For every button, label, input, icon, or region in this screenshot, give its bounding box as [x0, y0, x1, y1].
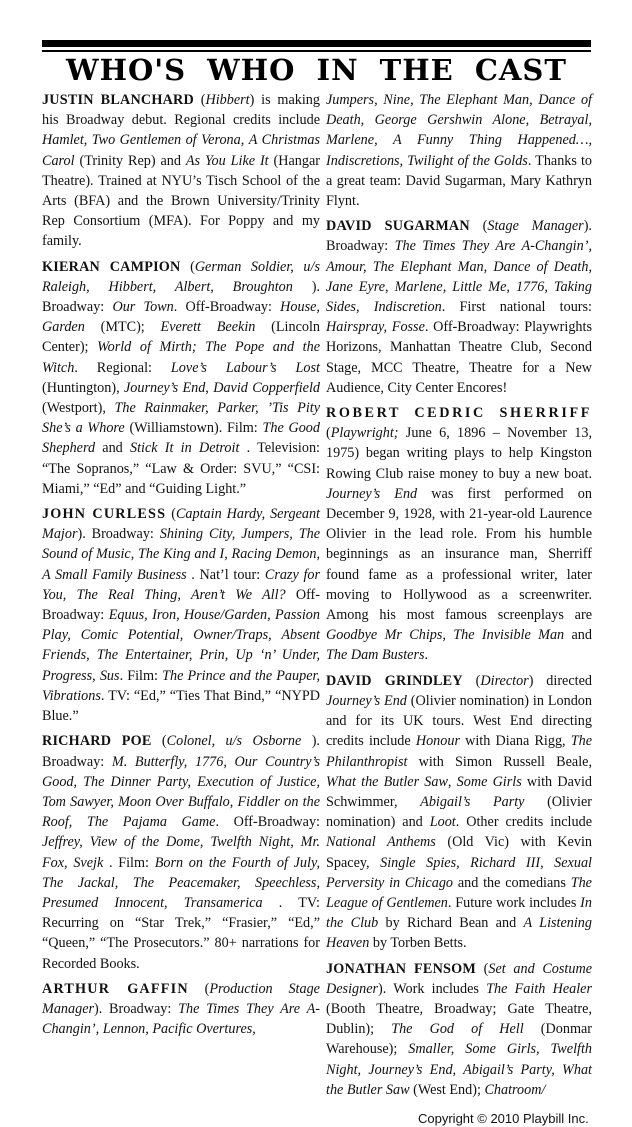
bio-italic-text: What the Butler Saw	[326, 773, 448, 790]
bio-text: ). Work includes	[378, 980, 487, 997]
bio-name: KIERAN CAMPION	[42, 258, 181, 275]
bio-text: ,	[240, 132, 249, 149]
bio-italic-text: Jumpers, Nine, The Elephant Man, Dance of Death, George Gershwin Alone, Betrayal, Marlene, A Funny Thing Happened…, Indiscretions, Twilight of the Golds	[326, 92, 592, 169]
bio-text: (MTC);	[84, 319, 161, 336]
bio-italic-text: Shining City, Jumpers, The Sound of Music, The King and I, Racing Demon, A Small Family Business	[42, 526, 320, 583]
bio-text: (	[188, 980, 210, 997]
bio-name: JONATHAN FENSOM	[326, 960, 476, 977]
bio-text: was first performed on December 9, 1928, with 21-year-old Laurence Olivier in the lead role. From his humble beginnings as an insurance man, Sherriff found fame as a professional writer, later moving to Hollywood as a screenwriter. Among his most famous screenplays are	[326, 485, 592, 624]
bio-name: DAVID SUGARMAN	[326, 218, 470, 235]
bio-italic-text: Journey’s End	[326, 692, 407, 709]
bio-text: June 6, 1896 – November 13, 1975) began writing plays to help Kingston Rowing Club raise money to buy a new boat.	[326, 425, 592, 482]
bio-italic-text: The Prince and the Pauper, Vibrations	[42, 667, 321, 704]
bio-text: by Torben Betts.	[369, 935, 467, 952]
bio-name: ARTHUR GAFFIN	[42, 980, 189, 997]
bio-text: (West End);	[409, 1081, 485, 1098]
bio-italic-text: Jeffrey, View of the Dome, Twelfth Night, Mr. Fox, Svejk	[42, 834, 320, 871]
bio-italic-text: National Anthems	[326, 834, 436, 851]
bio-text: . Film:	[103, 854, 155, 871]
bio-text: (	[180, 258, 195, 275]
bio-italic-text: Smaller, Some Girls, Twelfth Night, Journey’s End, Abigail’s Party, What the Butler Saw	[326, 1041, 592, 1098]
bio-text: . Television: “The Sopranos,” “Law & Order: SVU,” “CSI: Miami,” “Ed” and “Guiding Light.”	[42, 440, 320, 497]
bio-italic-text: German Soldier, u/s Raleigh, Hibbert, Albert, Broughton	[42, 258, 320, 295]
bio-text: and the comedians	[453, 874, 571, 891]
bio-entry	[326, 671, 592, 954]
bio-italic-text: Two Gentlemen of Verona	[91, 132, 241, 149]
bio-text: ,	[83, 132, 92, 149]
bio-text: . Off-Broadway: Playwrights Horizons, Manhattan Theatre Club, Second Stage, MCC Theatre, Theatre for a New Audience, City Center Encores!	[326, 319, 592, 396]
bio-italic-text: Hamlet	[42, 132, 84, 149]
right-column	[326, 90, 592, 1105]
bio-italic-text: Stage Manager	[487, 218, 584, 235]
bio-text: ). Broadway:	[326, 218, 592, 255]
bio-italic-text: Abigail’s Party	[420, 793, 525, 810]
bio-text: (Olivier nomination) and	[326, 793, 592, 831]
bio-text: with David Schwimmer,	[326, 773, 592, 810]
bio-italic-text: Single Spies, Richard III, Sexual Perversity in Chicago	[326, 854, 592, 891]
bio-text: ). Broadway:	[94, 1000, 179, 1017]
bio-italic-text: Honour	[415, 733, 460, 750]
bio-text: . Future work includes	[447, 894, 581, 911]
bio-text: .	[424, 647, 429, 664]
bio-italic-text: Love’s Labour’s Lost	[170, 359, 320, 376]
bio-italic-text: M. Butterfly, 1776, Our Country’s Good, The Dinner Party, Execution of Justice, Tom Sawyer, Moon Over Buffalo, Fiddler on the Roof, The Pajama Game	[42, 753, 320, 831]
bio-text: (	[326, 425, 331, 442]
bio-italic-text: The Philanthropist	[326, 733, 592, 770]
bio-italic-text: The Faith Healer	[486, 980, 592, 997]
bio-entry	[42, 504, 320, 726]
bio-text: ). Broadway:	[77, 526, 160, 543]
bio-name: JOHN CURLESS	[42, 506, 167, 523]
bio-text: ,	[205, 379, 214, 396]
bio-text: (Old Vic) with Kevin Spacey,	[326, 834, 592, 871]
bio-italic-text: Born on the Fourth of July, The Jackal, The Peacemaker, Speechless, Presumed Innocent, Transamerica	[42, 854, 321, 911]
bio-italic-text: House, Garden	[42, 299, 320, 336]
bio-entry	[42, 90, 320, 252]
bio-italic-text: Playwright;	[330, 425, 399, 442]
bio-italic-text: Production Stage Manager	[42, 980, 320, 1017]
bio-italic-text: Colonel, u/s Osborne	[166, 733, 302, 750]
bio-italic-text: A Christmas Carol	[42, 132, 320, 169]
bio-italic-text: In the Club	[326, 894, 592, 932]
bio-italic-text: Goodbye Mr Chips, The Invisible Man	[326, 627, 565, 644]
bio-text: (Booth Theatre, Broadway; Gate Theatre, Dublin);	[326, 1000, 592, 1038]
bio-text: (	[193, 92, 206, 108]
bio-text: ). Broadway:	[42, 733, 320, 770]
bio-italic-text: Set and Costume Designer	[326, 960, 592, 997]
bio-text: and	[564, 627, 592, 644]
bio-text: (Westport),	[42, 400, 115, 417]
bio-entry	[42, 731, 320, 973]
bio-text: by Richard Bean and	[378, 915, 524, 932]
bio-italic-text: Journey’s End	[326, 485, 418, 502]
bio-italic-text: Captain Hardy, Sergeant Major	[42, 506, 320, 543]
bio-text: (	[151, 733, 167, 750]
bio-italic-text: Our Town	[112, 299, 174, 316]
bio-name: ROBERT CEDRIC SHERRIFF	[326, 405, 592, 422]
bio-italic-text: Equus, Iron, House/Garden, Passion Play, Comic Potential, Owner/Traps, Absent Friends, The Entertainer, Prin, Up ‘n’ Under, Progress, Sus	[42, 607, 320, 684]
bio-text: . TV: Recurring on “Star Trek,” “Frasier,” “Ed,” “Queen,” “The Prosecutors.” 80+ narrations for Recorded Books.	[42, 894, 320, 972]
bio-entry	[326, 216, 592, 398]
bio-italic-text: Loot	[429, 814, 456, 831]
bio-text: (	[166, 506, 176, 523]
bio-text: (Trinity Rep) and	[74, 152, 186, 169]
bio-text: (Hangar Theatre). Trained at NYU’s Tisch School of the Arts (BFA) and the Brown University/Trinity Rep Consortium (MFA). For Poppy and my family.	[42, 152, 320, 250]
bio-entry	[42, 979, 320, 1040]
bio-text: . Off-Broadway:	[215, 814, 320, 831]
bio-italic-text: David Copperfield	[213, 379, 321, 396]
bio-text: (Olivier nomination) in London and for its UK tours. West End directing credits include	[326, 692, 592, 750]
bio-text: . Thanks to a great team: David Sugarman, Mary Kathryn Flynt.	[326, 152, 592, 210]
bio-italic-text: A Listening Heaven	[326, 915, 592, 952]
bio-entry	[326, 403, 592, 666]
bio-entry	[326, 90, 592, 211]
left-column	[42, 90, 320, 1044]
bio-italic-text: The Rainmaker, Parker, ’Tis Pity She’s a Whore	[42, 400, 321, 437]
bio-text: . Off-Broadway:	[173, 299, 281, 316]
bio-text: (	[475, 960, 489, 977]
bio-text: with Diana Rigg,	[459, 733, 571, 750]
bio-text: (Donmar Warehouse);	[326, 1021, 593, 1058]
bio-text: . Film:	[119, 667, 163, 684]
bio-text: and	[95, 440, 130, 457]
bio-text: ) is making his Broadway debut. Regional credits include	[42, 92, 320, 129]
bio-entry	[326, 959, 592, 1100]
bio-italic-text: The Dam Busters	[326, 647, 425, 664]
bio-text: . Nat’l tour:	[186, 566, 265, 583]
bio-text: ,	[447, 773, 457, 790]
bio-italic-text: Crazy for You, The Real Thing, Aren’t We All?	[42, 566, 320, 603]
bio-text: (	[469, 218, 488, 235]
bio-italic-text: The Times They Are A-Changin’, Lennon, Pacific Overtures,	[42, 1000, 320, 1038]
bio-text: ). Broadway:	[42, 278, 320, 316]
copyright-notice: Copyright © 2010 Playbill Inc.	[418, 1111, 589, 1126]
bio-italic-text: Chatroom/	[484, 1081, 546, 1098]
bio-italic-text: The League of Gentlemen	[326, 874, 592, 911]
bio-italic-text: Director	[480, 672, 529, 689]
bio-italic-text: The Good Shepherd	[42, 420, 320, 457]
bio-text: with Simon Russell Beale,	[407, 753, 592, 770]
bio-text: (	[462, 672, 481, 689]
bio-italic-text: World of Mirth; The Pope and the Witch	[42, 339, 320, 376]
bio-italic-text: Some Girls	[456, 773, 522, 790]
page-title: WHO'S WHO IN THE CAST	[66, 53, 567, 87]
bio-italic-text: Journey’s End	[123, 379, 206, 396]
bio-name: JUSTIN BLANCHARD	[42, 92, 194, 108]
bio-text: ) directed	[528, 672, 592, 689]
bio-italic-text: Everett Beekin	[160, 319, 256, 336]
bio-italic-text: As You Like It	[185, 152, 269, 169]
bio-text: . Other credits include	[455, 814, 592, 831]
bio-italic-text: The God of Hell	[391, 1021, 524, 1038]
bio-italic-text: The Times They Are A-Changin’, Amour, The Elephant Man, Dance of Death, Jane Eyre, Marlene, Little Me, 1776, Taking Sides, Indiscretion	[326, 238, 592, 316]
bio-text: . TV: “Ed,” “Ties That Bind,” “NYPD Blue.”	[42, 687, 320, 725]
bio-text: . First national tours:	[441, 299, 592, 316]
bio-name: RICHARD POE	[42, 733, 152, 750]
bio-text: (Williamstown). Film:	[124, 420, 263, 437]
bio-italic-text: Hairspray, Fosse	[326, 319, 425, 336]
bio-name: DAVID GRINDLEY	[326, 672, 463, 689]
bio-italic-text: Stick It in Detroit	[130, 440, 240, 457]
bio-text: (Lincoln Center);	[42, 319, 321, 356]
bio-entry	[42, 257, 320, 499]
header-rule-thick	[42, 40, 591, 47]
bio-text: Off-Broadway:	[42, 586, 320, 624]
bio-text: (Huntington),	[42, 379, 124, 396]
bio-text: . Regional:	[74, 359, 171, 376]
bio-italic-text: Hibbert	[205, 92, 250, 108]
